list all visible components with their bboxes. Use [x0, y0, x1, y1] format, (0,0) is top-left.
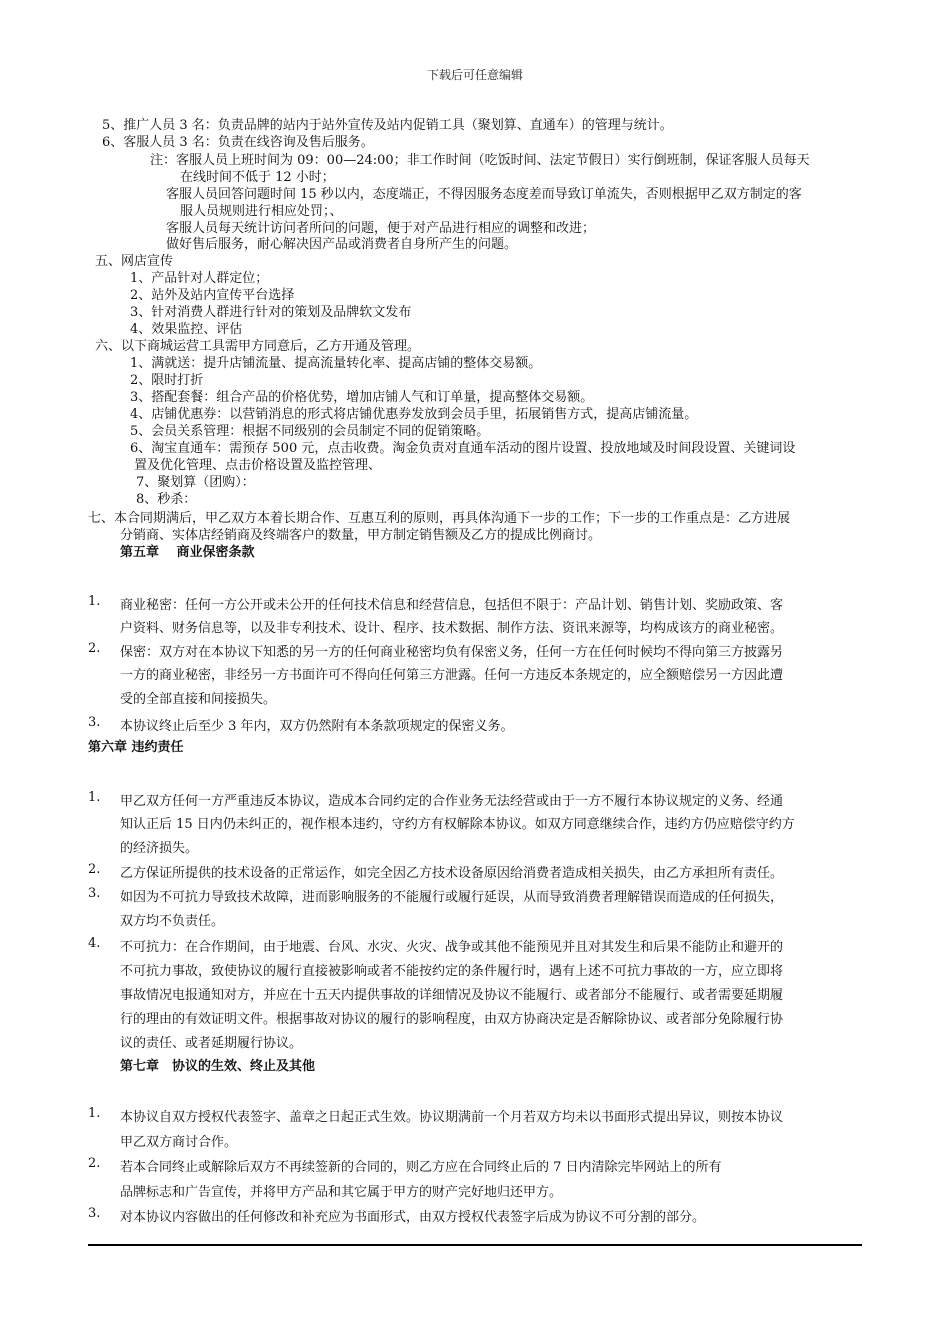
- paragraph-line: 不可抗力：在合作期间，由于地震、台风、水灾、火灾、战争或其他不能预见并且对其发生和后果不能防止和避开的: [120, 940, 784, 955]
- chapter-title: 第六章 违约责任: [88, 740, 184, 755]
- item-number: 2.: [88, 862, 101, 877]
- paragraph-line: 知认正后 15 日内仍未纠正的，视作根本违约，守约方有权解除本协议。如双方同意继续合作，违约方仍应赔偿守约方: [120, 817, 795, 832]
- section-heading: 六、以下商城运营工具需甲方同意后，乙方开通及管理。: [95, 339, 421, 354]
- paragraph-line: 若本合同终止或解除后双方不再续签新的合同的，则乙方应在合同终止后的 7 日内清除完毕网站上的所有: [120, 1160, 722, 1175]
- item-number: 2.: [88, 641, 101, 656]
- list-item: 7、聚划算（团购）：: [136, 475, 255, 490]
- item-number: 3.: [88, 1206, 101, 1221]
- service-note-line: 在线时间不低于 12 小时；: [180, 170, 335, 185]
- list-item: 4、效果监控、评估: [130, 322, 243, 337]
- section-heading: 七、本合同期满后，甲乙双方本着长期合作、互惠互利的原则，再具体沟通下一步的工作；下一步的工作重点是：乙方进展: [88, 511, 791, 526]
- paragraph-line: 如因为不可抗力导致技术故障，进而影响服务的不能履行或履行延误，从而导致消费者理解错误而造成的任何损失，: [120, 890, 784, 905]
- list-item: 2、限时打折: [130, 373, 204, 388]
- item-number: 4.: [88, 936, 101, 951]
- paragraph-line: 商业秘密：任何一方公开或未公开的任何技术信息和经营信息，包括但不限于：产品计划、销售计划、奖励政策、客: [120, 598, 784, 613]
- list-item: 3、搭配套餐：组合产品的价格优势，增加店铺人气和订单量，提高整体交易额。: [130, 390, 594, 405]
- list-item: 8、秒杀：: [136, 492, 197, 507]
- service-note-line: 客服人员回答问题时间 15 秒以内，态度端正，不得因服务态度差而导致订单流失，否则根据甲乙双方制定的客: [166, 187, 802, 202]
- list-item: 6、淘宝直通车：需预存 500 元，点击收费。淘金负责对直通车活动的图片设置、投放地域及时间段设置、关键词设: [130, 441, 796, 456]
- section-heading: 五、网店宣传: [95, 254, 174, 269]
- paragraph-line: 本协议终止后至少 3 年内，双方仍然附有本条款项规定的保密义务。: [120, 719, 514, 734]
- service-note-line: 服人员规则进行相应处罚；、: [180, 204, 343, 219]
- service-note-line: 做好售后服务，耐心解决因产品或消费者自身所产生的问题。: [166, 237, 518, 252]
- paragraph-line: 事故情况电报通知对方，并应在十五天内提供事故的详细情况及协议不能履行、或者部分不能履行、或者需要延期履: [120, 988, 784, 1003]
- paragraph-line: 乙方保证所提供的技术设备的正常运作，如完全因乙方技术设备原因给消费者造成相关损失，由乙方承担所有责任。: [120, 866, 784, 881]
- paragraph-line: 对本协议内容做出的任何修改和补充应为书面形式，由双方授权代表签字后成为协议不可分割的部分。: [120, 1210, 706, 1225]
- list-item: 1、产品针对人群定位；: [130, 271, 269, 286]
- paragraph-line: 甲乙双方任何一方严重违反本协议，造成本合同约定的合作业务无法经营或由于一方不履行本协议规定的义务、经通: [120, 794, 784, 809]
- item-number: 2.: [88, 1156, 101, 1171]
- paragraph-line: 行的理由的有效证明文件。根据事故对协议的履行的影响程度，由双方协商决定是否解除协议、或者部分免除履行协: [120, 1012, 784, 1027]
- chapter-title: 第七章 协议的生效、终止及其他: [120, 1059, 316, 1074]
- item-number: 1.: [88, 790, 101, 805]
- paragraph-line: 分销商、实体店经销商及终端客户的数量，甲方制定销售额及乙方的提成比例商讨。: [120, 528, 602, 543]
- paragraph-line: 双方均不负责任。: [120, 914, 225, 929]
- service-note-line: 注：客服人员上班时间为 09：00—24:00；非工作时间（吃饭时间、法定节假日）实行倒班制，保证客服人员每天: [150, 153, 810, 168]
- paragraph-line: 品牌标志和广告宣传，并将甲方产品和其它属于甲方的财产完好地归还甲方。: [120, 1185, 563, 1200]
- list-item: 5、会员关系管理：根据不同级别的会员制定不同的促销策略。: [130, 424, 490, 439]
- paragraph-line: 受的全部直接和间接损失。: [120, 692, 277, 707]
- staff-service-line: 6、客服人员 3 名：负责在线咨询及售后服务。: [102, 135, 374, 150]
- paragraph-line: 本协议自双方授权代表签字、盖章之日起正式生效。协议期满前一个月若双方均未以书面形式提出异议，则按本协议: [120, 1110, 784, 1125]
- list-item: 置及优化管理、点击价格设置及监控管理、: [134, 458, 382, 473]
- item-number: 3.: [88, 886, 101, 901]
- list-item: 1、满就送：提升店铺流量、提高流量转化率、提高店铺的整体交易额。: [130, 356, 542, 371]
- page-header: 下载后可任意编辑: [426, 68, 523, 82]
- paragraph-line: 户资料、财务信息等，以及非专利技术、设计、程序、技术数据、制作方法、资讯来源等，均构成该方的商业秘密。: [120, 621, 784, 636]
- list-item: 4、店铺优惠券：以营销消息的形式将店铺优惠券发放到会员手里，拓展销售方式，提高店铺流量。: [130, 407, 698, 422]
- item-number: 3.: [88, 715, 101, 730]
- item-number: 1.: [88, 594, 101, 609]
- list-item: 3、针对消费人群进行针对的策划及品牌软文发布: [130, 305, 412, 320]
- paragraph-line: 一方的商业秘密，非经另一方书面许可不得向任何第三方泄露。任何一方违反本条规定的，应全额赔偿另一方因此遭: [120, 668, 784, 683]
- paragraph-line: 不可抗力事故，致使协议的履行直接被影响或者不能按约定的条件履行时，遇有上述不可抗力事故的一方，应立即将: [120, 964, 784, 979]
- chapter-title: 第五章 商业保密条款: [120, 545, 255, 560]
- staff-promotion-line: 5、推广人员 3 名：负责品牌的站内于站外宣传及站内促销工具（聚划算、直通车）的管理与统计。: [102, 118, 673, 133]
- paragraph-line: 的经济损失。: [120, 841, 199, 856]
- item-number: 1.: [88, 1106, 101, 1121]
- service-note-line: 客服人员每天统计访问者所问的问题，便于对产品进行相应的调整和改进；: [166, 221, 596, 236]
- footer-divider: [88, 1244, 862, 1246]
- paragraph-line: 议的责任、或者延期履行协议。: [120, 1036, 303, 1051]
- paragraph-line: 保密：双方对在本协议下知悉的另一方的任何商业秘密均负有保密义务，任何一方在任何时候均不得向第三方披露另: [120, 645, 784, 660]
- list-item: 2、站外及站内宣传平台选择: [130, 288, 295, 303]
- paragraph-line: 甲乙双方商讨合作。: [120, 1135, 238, 1150]
